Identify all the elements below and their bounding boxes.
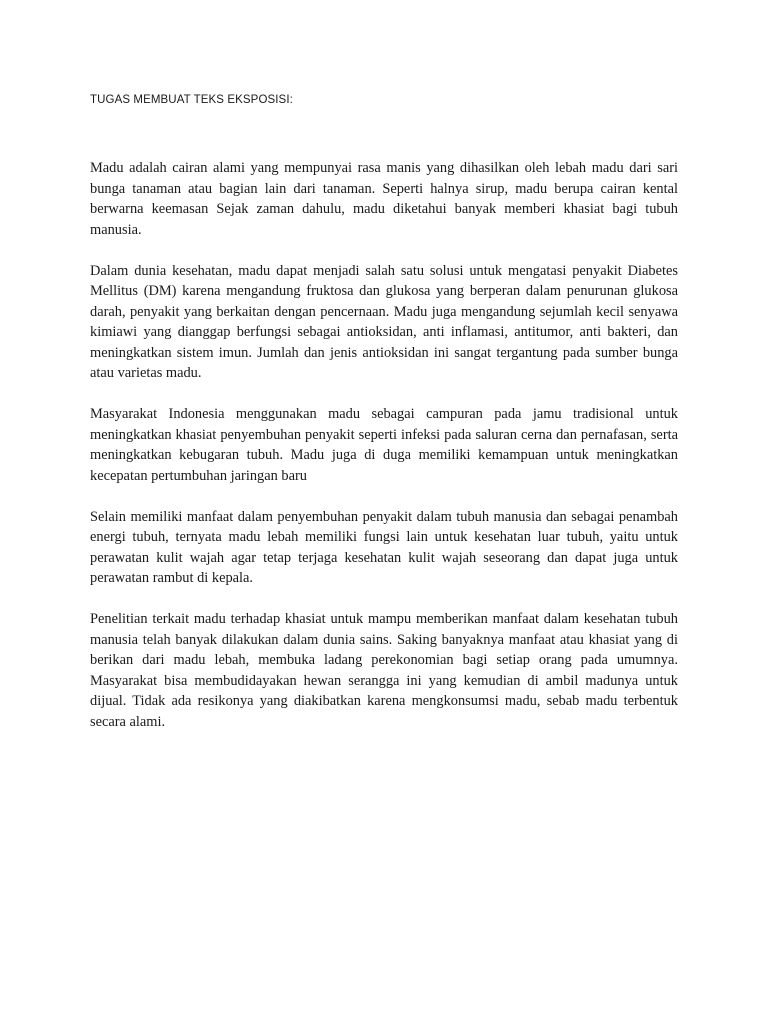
paragraph-4: Selain memiliki manfaat dalam penyembuhan penyakit dalam tubuh manusia dan sebagai penambah energi tubuh, ternyata madu lebah memiliki fungsi lain untuk kesehatan luar tubuh, yaitu untuk perawatan kulit wajah agar tetap terjaga kesehatan kulit wajah seseorang dan dapat juga untuk perawatan rambut di kepala.	[90, 508, 678, 586]
paragraph-1: Madu adalah cairan alami yang mempunyai rasa manis yang dihasilkan oleh lebah madu dari sari bunga tanaman atau bagian lain dari tanaman. Seperti halnya sirup, madu berupa cairan kental berwarna keemasan Sejak zaman dahulu, madu diketahui banyak memberi khasiat bagi tubuh manusia.	[90, 160, 678, 238]
paragraph-5: Penelitian terkait madu terhadap khasiat untuk mampu memberikan manfaat dalam kesehatan tubuh manusia telah banyak dilakukan dalam dunia sains. Saking banyaknya manfaat atau khasiat yang di berikan dari madu lebah, membuka ladang perekonomian bagi setiap orang pada umumnya. Masyarakat bisa membudidayakan hewan serangga ini yang kemudian di ambil madunya untuk dijual. Tidak ada resikonya yang diakibatkan karena mengkonsumsi madu, sebab madu terbentuk secara alami.	[90, 611, 678, 730]
document-body	[90, 158, 678, 732]
document-heading: TUGAS MEMBUAT TEKS EKSPOSISI:	[90, 94, 293, 106]
paragraph-2: Dalam dunia kesehatan, madu dapat menjadi salah satu solusi untuk mengatasi penyakit Diabetes Mellitus (DM) karena mengandung fruktosa dan glukosa yang berperan dalam penurunan glukosa darah, penyakit yang berkaitan dengan pencernaan. Madu juga mengandung sejumlah kecil senyawa kimiawi yang dianggap berfungsi sebagai antioksidan, anti inflamasi, antitumor, anti bakteri, dan meningkatkan sistem imun. Jumlah dan jenis antioksidan ini sangat tergantung pada sumber bunga atau varietas madu.	[90, 262, 678, 381]
paragraph-3: Masyarakat Indonesia menggunakan madu sebagai campuran pada jamu tradisional untuk meningkatkan khasiat penyembuhan penyakit seperti infeksi pada saluran cerna dan pernafasan, serta meningkatkan kebugaran tubuh. Madu juga di duga memiliki kemampuan untuk meningkatkan kecepatan pertumbuhan jaringan baru	[90, 406, 678, 484]
